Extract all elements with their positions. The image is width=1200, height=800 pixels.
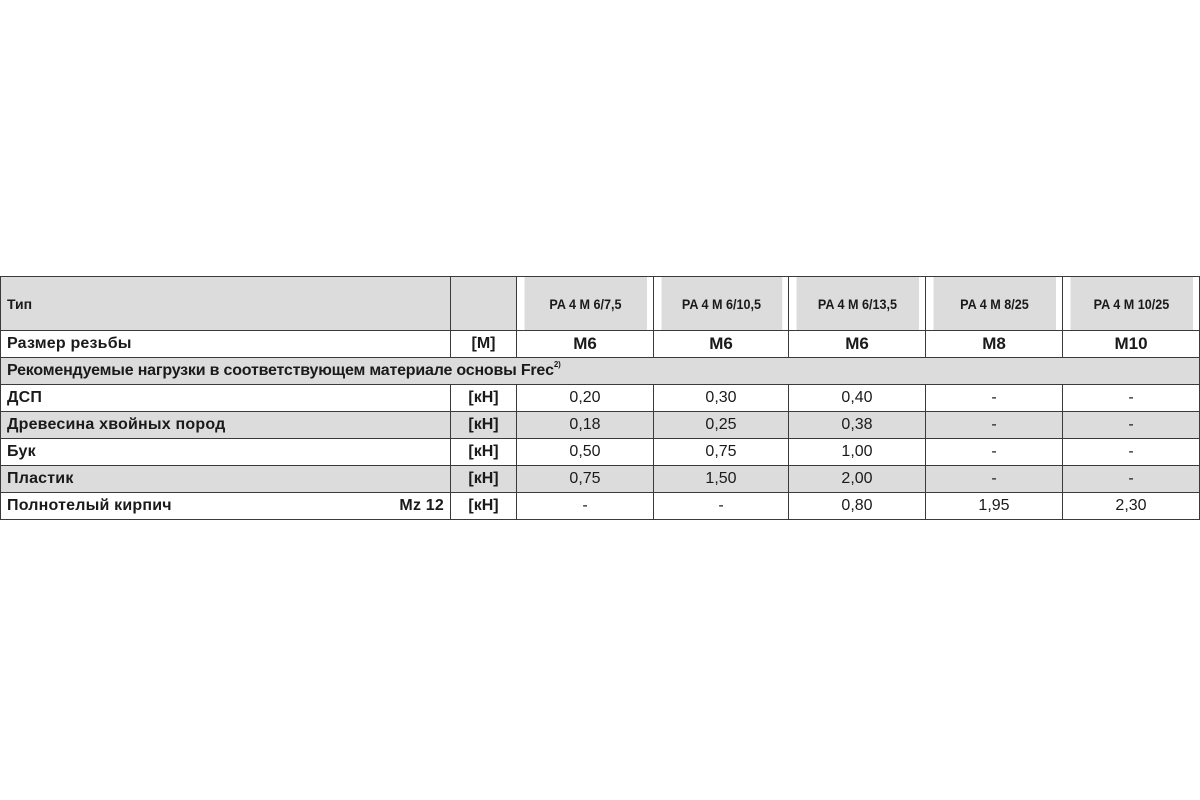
load-value: 0,25 xyxy=(654,412,789,439)
load-value: 1,50 xyxy=(654,466,789,493)
material-name: Полнотелый кирпич xyxy=(7,497,172,514)
thread-value: M6 xyxy=(517,331,654,358)
material-label xyxy=(1,493,451,520)
product-header: PA 4 M 6/10,5 xyxy=(660,277,782,331)
material-name: ДСП xyxy=(7,389,43,406)
load-value: - xyxy=(926,439,1063,466)
product-header: PA 4 M 8/25 xyxy=(932,277,1055,331)
material-label xyxy=(1,439,451,466)
load-value: - xyxy=(926,412,1063,439)
load-value: 0,18 xyxy=(517,412,654,439)
load-unit: [кН] xyxy=(451,385,517,412)
material-name: Пластик xyxy=(7,470,74,487)
load-value: - xyxy=(654,493,789,520)
material-name: Бук xyxy=(7,443,36,460)
section-text: Рекомендуемые нагрузки в соответствующем материале основы Frec xyxy=(7,362,554,379)
load-value: 0,40 xyxy=(789,385,926,412)
material-label xyxy=(1,466,451,493)
material-label xyxy=(1,385,451,412)
load-value: - xyxy=(1063,412,1200,439)
load-row xyxy=(1,493,1200,520)
load-value: - xyxy=(1063,385,1200,412)
thread-value: M10 xyxy=(1063,331,1200,358)
thread-value: M6 xyxy=(654,331,789,358)
load-unit: [кН] xyxy=(451,439,517,466)
material-grade: Mz 12 xyxy=(399,497,444,514)
product-header: PA 4 M 6/13,5 xyxy=(795,277,918,331)
footnote-marker: 2) xyxy=(553,360,561,369)
thread-size-label: Размер резьбы xyxy=(1,331,451,358)
thread-unit: [M] xyxy=(451,331,517,358)
header-row xyxy=(1,277,1200,331)
header-unit-cell xyxy=(451,277,517,331)
recommended-loads-heading xyxy=(1,358,1200,385)
load-value: 2,00 xyxy=(789,466,926,493)
load-row xyxy=(1,466,1200,493)
load-value: - xyxy=(1063,439,1200,466)
load-row xyxy=(1,439,1200,466)
load-value: 0,38 xyxy=(789,412,926,439)
material-name: Древесина хвойных пород xyxy=(7,416,226,433)
load-row xyxy=(1,385,1200,412)
load-value: 0,80 xyxy=(789,493,926,520)
load-value: 0,30 xyxy=(654,385,789,412)
load-unit: [кН] xyxy=(451,412,517,439)
load-value: - xyxy=(926,466,1063,493)
load-value: 0,75 xyxy=(654,439,789,466)
load-unit: [кН] xyxy=(451,466,517,493)
specification-table xyxy=(0,276,1200,520)
load-rows xyxy=(1,385,1200,520)
product-header: PA 4 M 10/25 xyxy=(1069,277,1192,331)
load-value: 0,75 xyxy=(517,466,654,493)
load-value: 1,95 xyxy=(926,493,1063,520)
load-value: - xyxy=(1063,466,1200,493)
load-value: 0,20 xyxy=(517,385,654,412)
material-label xyxy=(1,412,451,439)
load-value: 2,30 xyxy=(1063,493,1200,520)
load-value: - xyxy=(517,493,654,520)
load-row xyxy=(1,412,1200,439)
load-unit: [кН] xyxy=(451,493,517,520)
thread-value: M6 xyxy=(789,331,926,358)
thread-value: M8 xyxy=(926,331,1063,358)
section-row xyxy=(1,358,1200,385)
thread-size-row xyxy=(1,331,1200,358)
load-value: 1,00 xyxy=(789,439,926,466)
load-value: - xyxy=(926,385,1063,412)
load-value: 0,50 xyxy=(517,439,654,466)
type-label: Тип xyxy=(1,277,451,331)
product-header: PA 4 M 6/7,5 xyxy=(523,277,646,331)
